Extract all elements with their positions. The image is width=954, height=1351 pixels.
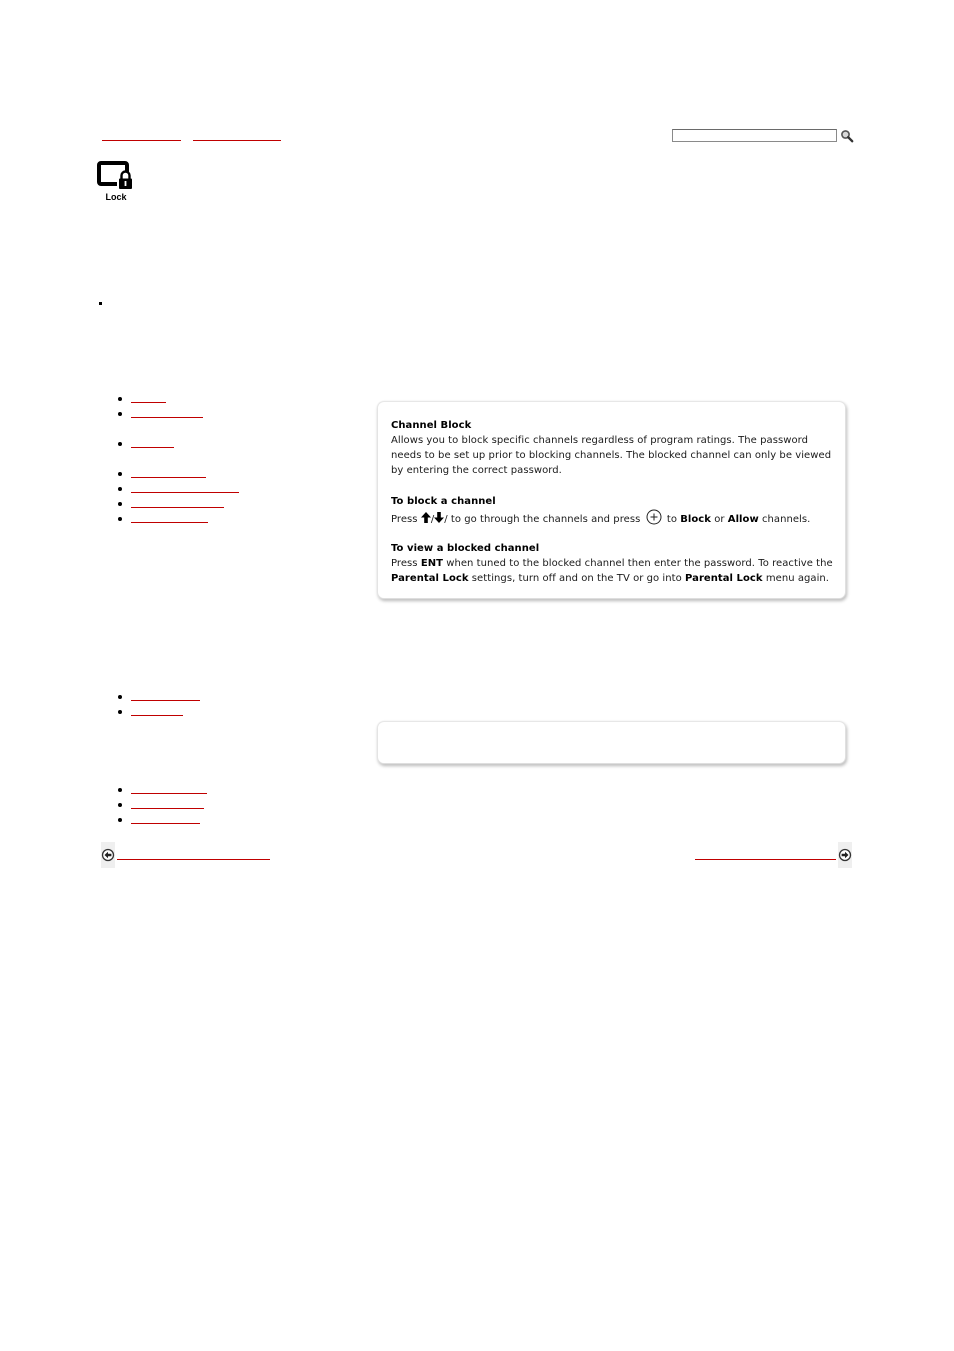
breadcrumb-link-2[interactable] — [193, 130, 281, 141]
magnifier-icon — [840, 129, 854, 143]
channel-block-card — [378, 402, 845, 598]
breadcrumb-link-1[interactable] — [102, 130, 181, 141]
search-input[interactable] — [672, 129, 837, 142]
topic-link[interactable] — [131, 498, 224, 508]
next-page-link[interactable] — [695, 849, 836, 860]
section-body-view-blocked: Press ENT when tuned to the blocked channel then enter the password. To reactive the Parental Lock settings, turn off and on the TV or go into Parental Lock menu again. — [391, 558, 833, 584]
down-arrow-icon — [434, 512, 444, 523]
lock-label: Lock — [105, 192, 127, 202]
prev-page-link[interactable] — [117, 849, 270, 860]
search-button[interactable] — [840, 128, 854, 142]
arrow-right-circle-icon[interactable] — [838, 842, 852, 868]
plus-circle-icon — [646, 509, 662, 525]
more-link[interactable] — [131, 799, 204, 809]
topic-link[interactable] — [131, 393, 166, 403]
section-body-block-channel: Press / / to go through the channels and press to Block or Allow channels. — [391, 509, 836, 527]
up-arrow-icon — [421, 512, 431, 523]
arrow-left-circle-icon[interactable] — [101, 842, 115, 868]
related-link[interactable] — [131, 706, 183, 716]
topic-link[interactable] — [131, 513, 208, 523]
section-title-channel-block: Channel Block — [391, 420, 472, 431]
section-body-channel-block: Allows you to block specific channels regardless of program ratings. The password needs to be set up prior to blocking channels. The blocked channel can only be viewed by entering the correct password. — [391, 435, 832, 476]
bullet-marker — [99, 302, 102, 305]
topic-link[interactable] — [131, 408, 203, 418]
topic-link[interactable] — [131, 438, 174, 448]
more-link[interactable] — [131, 814, 200, 824]
topic-link[interactable] — [131, 483, 239, 493]
section-title-block-channel: To block a channel — [391, 496, 496, 507]
more-link[interactable] — [131, 784, 207, 794]
empty-card — [378, 722, 845, 763]
topic-link[interactable] — [131, 468, 206, 478]
related-link[interactable] — [131, 691, 200, 701]
section-title-view-blocked: To view a blocked channel — [391, 543, 540, 554]
